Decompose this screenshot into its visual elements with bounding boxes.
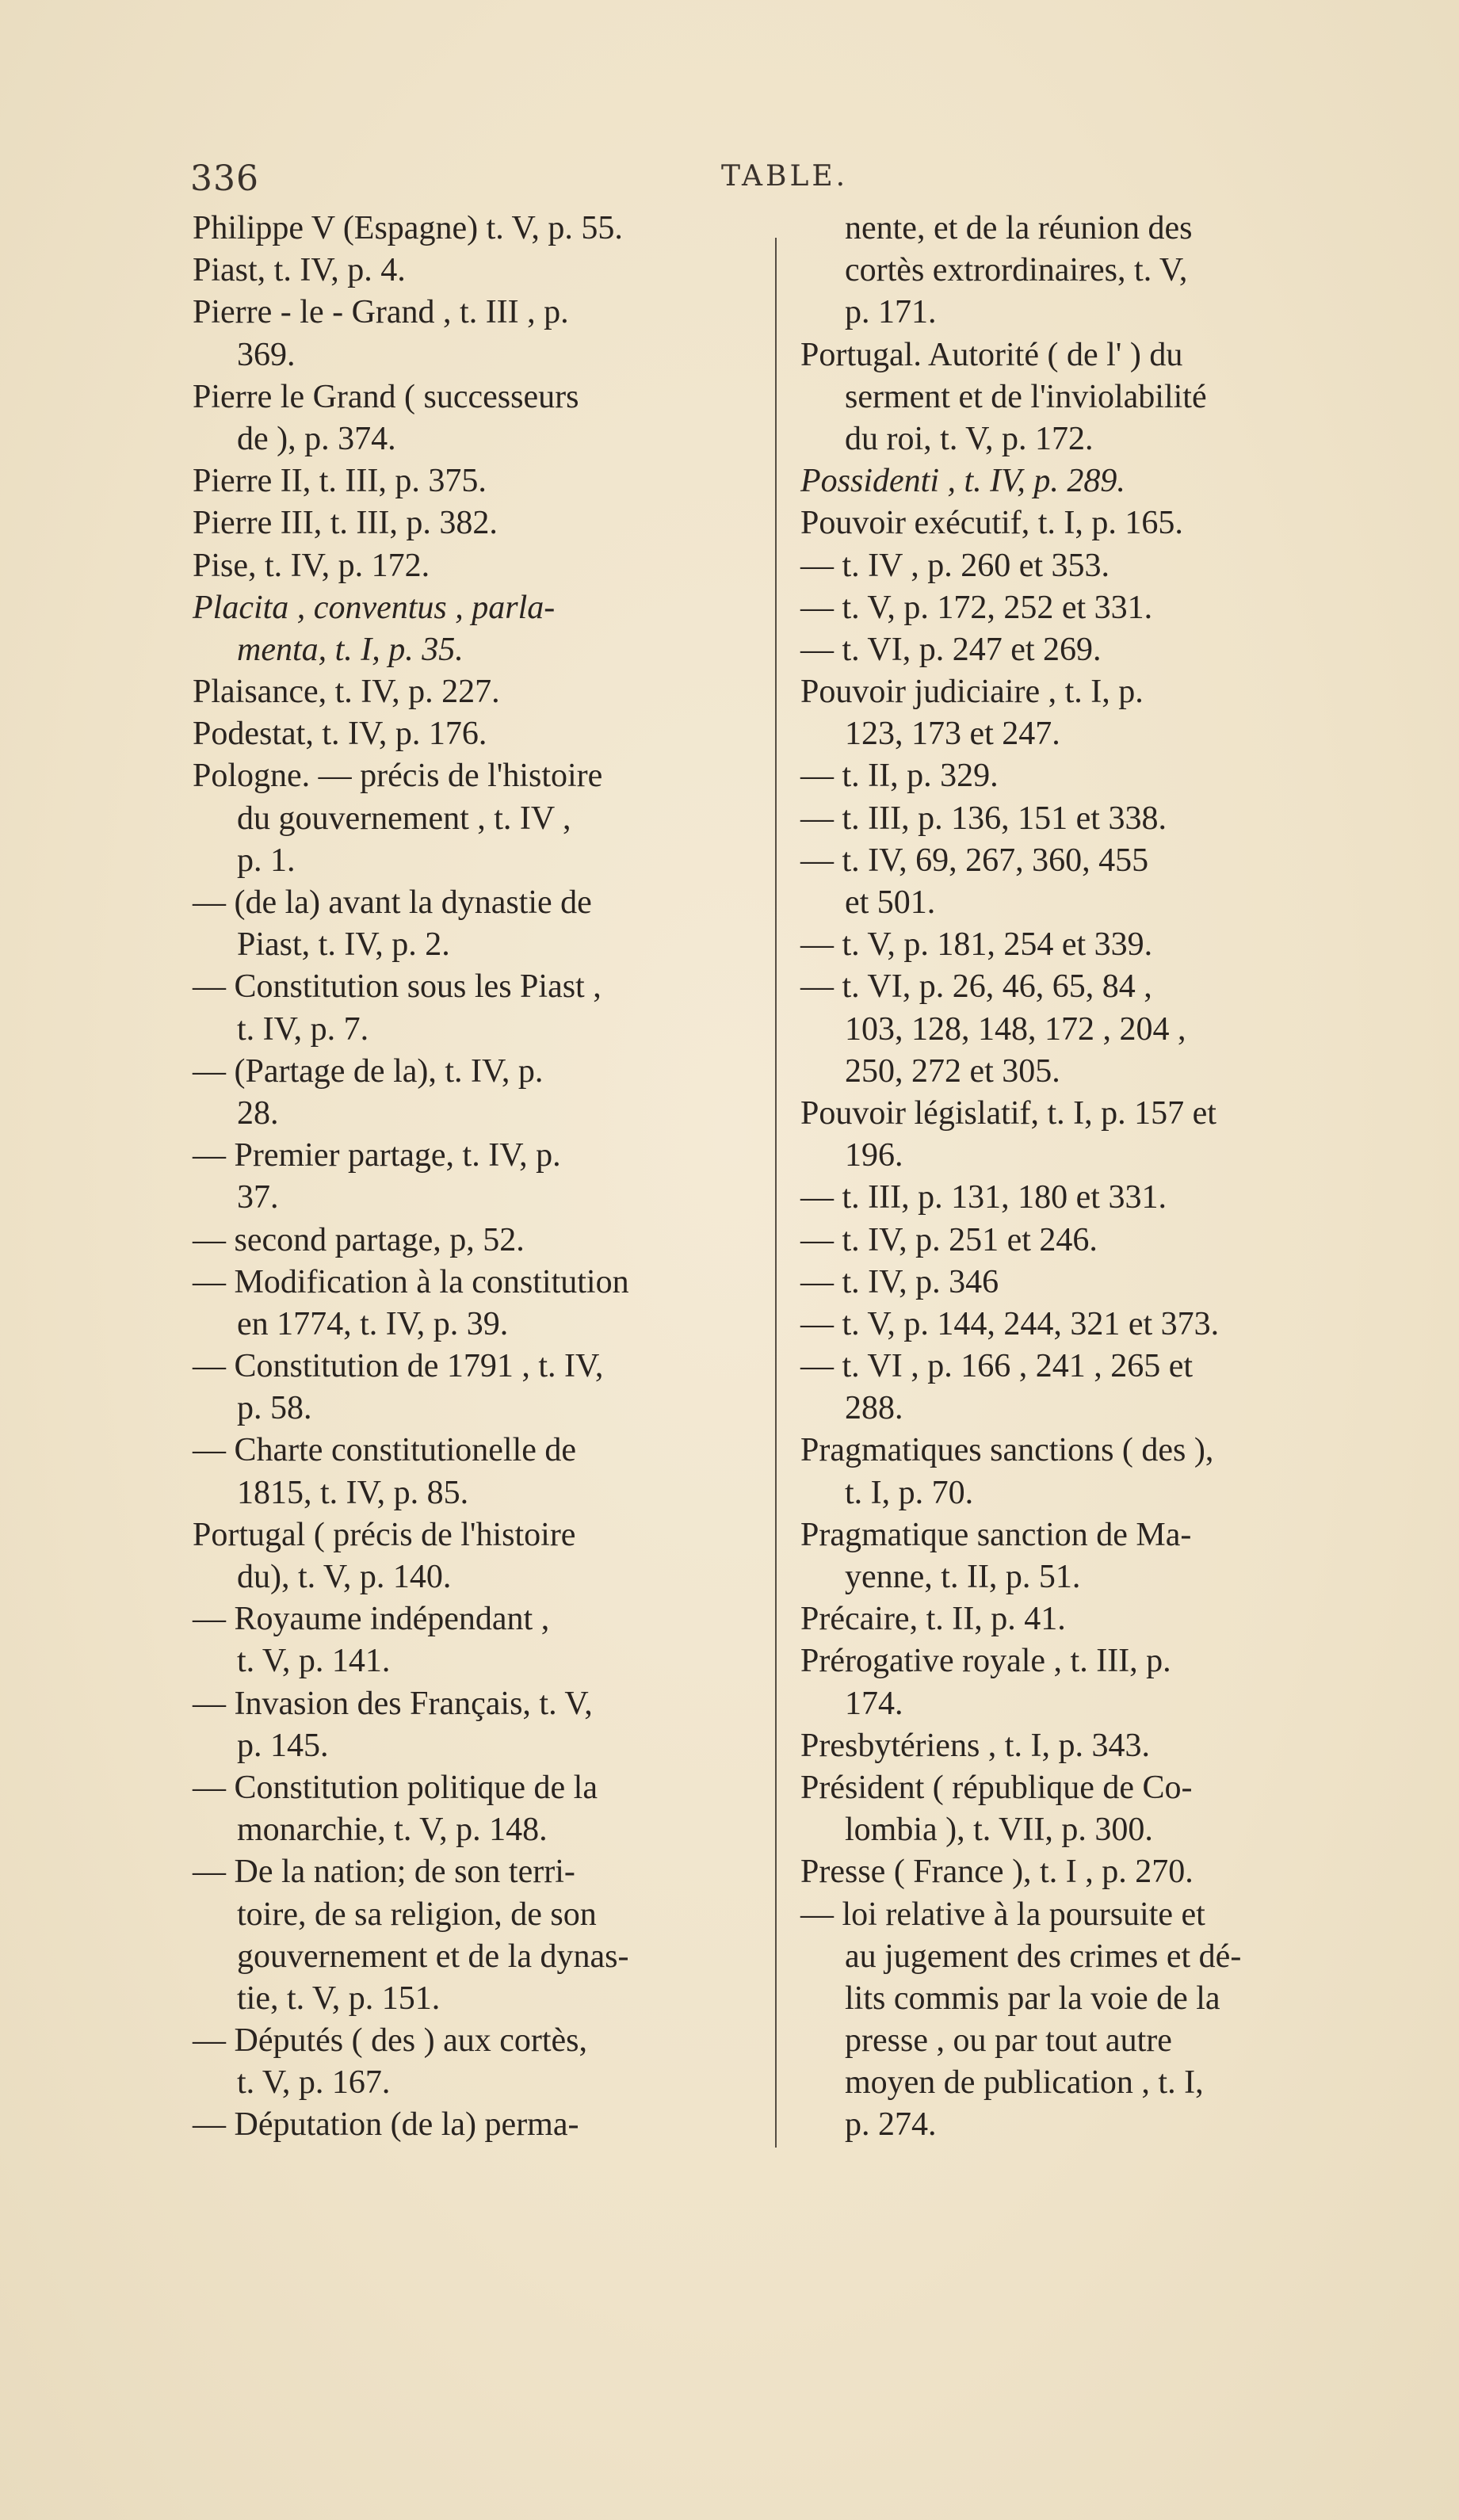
index-line: lits commis par la voie de la	[845, 1980, 1220, 2017]
index-line: p. 145.	[237, 1727, 329, 1764]
index-line: gouvernement et de la dynas-	[237, 1938, 629, 1975]
index-line: yenne, t. II, p. 51.	[845, 1559, 1081, 1595]
index-line: t. V, p. 167.	[237, 2064, 391, 2102]
index-line: 369.	[237, 336, 296, 373]
index-line: — (de la) avant la dynastie de	[193, 884, 592, 921]
index-line: Possidenti , t. IV, p. 289.	[800, 463, 1125, 500]
index-line: lombia ), t. VII, p. 300.	[845, 1812, 1153, 1849]
index-line: Portugal. Autorité ( de l' ) du	[800, 336, 1183, 373]
index-line: 250, 272 et 305.	[845, 1052, 1060, 1090]
index-line: 196.	[845, 1137, 903, 1174]
index-line: — t. V, p. 144, 244, 321 et 373.	[800, 1305, 1220, 1342]
index-line: — t. IV, p. 251 et 246.	[800, 1221, 1098, 1258]
index-line: 103, 128, 148, 172 , 204 ,	[845, 1010, 1186, 1048]
index-line: Podestat, t. IV, p. 176.	[193, 716, 487, 753]
index-line: Prérogative royale , t. III, p.	[800, 1643, 1171, 1680]
index-line: Philippe V (Espagne) t. V, p. 55.	[193, 210, 623, 246]
column-divider	[775, 238, 777, 2148]
index-line: Pouvoir judiciaire , t. I, p.	[800, 674, 1144, 711]
index-line: serment et de l'inviolabilité	[845, 378, 1207, 415]
page-header	[190, 158, 872, 206]
index-line: menta, t. I, p. 35.	[237, 631, 464, 668]
index-line: — Invasion des Français, t. V,	[193, 1685, 593, 1722]
index-line: — Constitution politique de la	[193, 1769, 598, 1806]
index-line: Pologne. — précis de l'histoire	[193, 758, 603, 795]
index-line: — t. II, p. 329.	[800, 758, 999, 795]
index-line: Presse ( France ), t. I , p. 270.	[800, 1854, 1194, 1891]
index-line: Précaire, t. II, p. 41.	[800, 1601, 1066, 1638]
index-line: Pragmatiques sanctions ( des ),	[800, 1432, 1214, 1469]
index-line: p. 171.	[845, 294, 937, 331]
index-line: t. I, p. 70.	[845, 1474, 974, 1511]
index-line: Pierre le Grand ( successeurs	[193, 378, 579, 415]
index-line: — t. V, p. 172, 252 et 331.	[800, 589, 1153, 626]
index-line: Pierre - le - Grand , t. III , p.	[193, 294, 569, 331]
index-line: t. V, p. 141.	[237, 1643, 391, 1680]
index-line: nente, et de la réunion des	[845, 210, 1193, 246]
index-line: — t. IV , p. 260 et 353.	[800, 547, 1110, 584]
index-line: — Députation (de la) perma-	[193, 2106, 579, 2144]
index-line: — t. III, p. 131, 180 et 331.	[800, 1179, 1167, 1216]
index-line: monarchie, t. V, p. 148.	[237, 1812, 548, 1849]
index-line: — (Partage de la), t. IV, p.	[193, 1052, 544, 1090]
index-line: Piast, t. IV, p. 4.	[193, 252, 406, 289]
index-line: du), t. V, p. 140.	[237, 1559, 452, 1595]
index-line: 123, 173 et 247.	[845, 716, 1060, 753]
index-line: cortès extrordinaires, t. V,	[845, 252, 1188, 289]
index-line: — Charte constitutionelle de	[193, 1432, 577, 1469]
index-line: — Constitution sous les Piast ,	[193, 968, 602, 1006]
index-column-right	[800, 208, 1371, 2147]
index-line: t. IV, p. 7.	[237, 1010, 369, 1048]
index-line: 1815, t. IV, p. 85.	[237, 1474, 469, 1511]
index-line: Pierre II, t. III, p. 375.	[193, 463, 487, 500]
index-line: — De la nation; de son terri-	[193, 1854, 575, 1891]
index-line: — second partage, p, 52.	[193, 1221, 525, 1258]
index-line: 288.	[845, 1390, 903, 1427]
index-line: — t. IV, p. 346	[800, 1263, 999, 1300]
index-line: Presbytériens , t. I, p. 343.	[800, 1727, 1150, 1764]
index-line: Pouvoir exécutif, t. I, p. 165.	[800, 505, 1183, 542]
index-line: Pragmatique sanction de Ma-	[800, 1516, 1192, 1553]
index-line: — t. IV, 69, 267, 360, 455	[800, 842, 1149, 879]
index-line: — t. VI, p. 26, 46, 65, 84 ,	[800, 968, 1152, 1006]
index-line: toire, de sa religion, de son	[237, 1896, 597, 1933]
index-line: p. 58.	[237, 1390, 312, 1427]
index-line: du roi, t. V, p. 172.	[845, 420, 1094, 457]
index-line: Plaisance, t. IV, p. 227.	[193, 674, 500, 711]
index-line: Piast, t. IV, p. 2.	[237, 926, 450, 964]
index-line: Pise, t. IV, p. 172.	[193, 547, 430, 584]
index-line: Portugal ( précis de l'histoire	[193, 1516, 576, 1553]
index-line: — t. V, p. 181, 254 et 339.	[800, 926, 1153, 964]
index-line: — t. VI , p. 166 , 241 , 265 et	[800, 1348, 1194, 1385]
index-line: — Députés ( des ) aux cortès,	[193, 2022, 588, 2060]
running-title: TABLE.	[721, 160, 849, 193]
index-line: et 501.	[845, 884, 936, 921]
index-line: — loi relative à la poursuite et	[800, 1896, 1205, 1933]
index-line: tie, t. V, p. 151.	[237, 1980, 441, 2017]
index-line: — Modification à la constitution	[193, 1263, 629, 1300]
index-line: moyen de publication , t. I,	[845, 2064, 1204, 2102]
index-line: en 1774, t. IV, p. 39.	[237, 1305, 509, 1342]
index-line: — Premier partage, t. IV, p.	[193, 1137, 561, 1174]
index-line: Président ( république de Co-	[800, 1769, 1193, 1806]
index-line: p. 274.	[845, 2106, 937, 2144]
page-number: 336	[190, 158, 259, 199]
index-line: Pouvoir législatif, t. I, p. 157 et	[800, 1094, 1216, 1132]
index-line: Pierre III, t. III, p. 382.	[193, 505, 498, 542]
index-line: Placita , conventus , parla-	[193, 589, 556, 626]
index-line: du gouvernement , t. IV ,	[237, 800, 571, 837]
index-line: de ), p. 374.	[237, 420, 396, 457]
index-line: p. 1.	[237, 842, 296, 879]
index-line: presse , ou par tout autre	[845, 2022, 1172, 2060]
index-line: — t. VI, p. 247 et 269.	[800, 631, 1102, 668]
index-line: — Constitution de 1791 , t. IV,	[193, 1348, 604, 1385]
index-line: 174.	[845, 1685, 903, 1722]
index-line: au jugement des crimes et dé-	[845, 1938, 1242, 1975]
index-line: — t. III, p. 136, 151 et 338.	[800, 800, 1167, 837]
index-line: — Royaume indépendant ,	[193, 1601, 550, 1638]
index-column-left	[193, 208, 763, 2147]
index-line: 37.	[237, 1179, 279, 1216]
index-line: 28.	[237, 1094, 279, 1132]
